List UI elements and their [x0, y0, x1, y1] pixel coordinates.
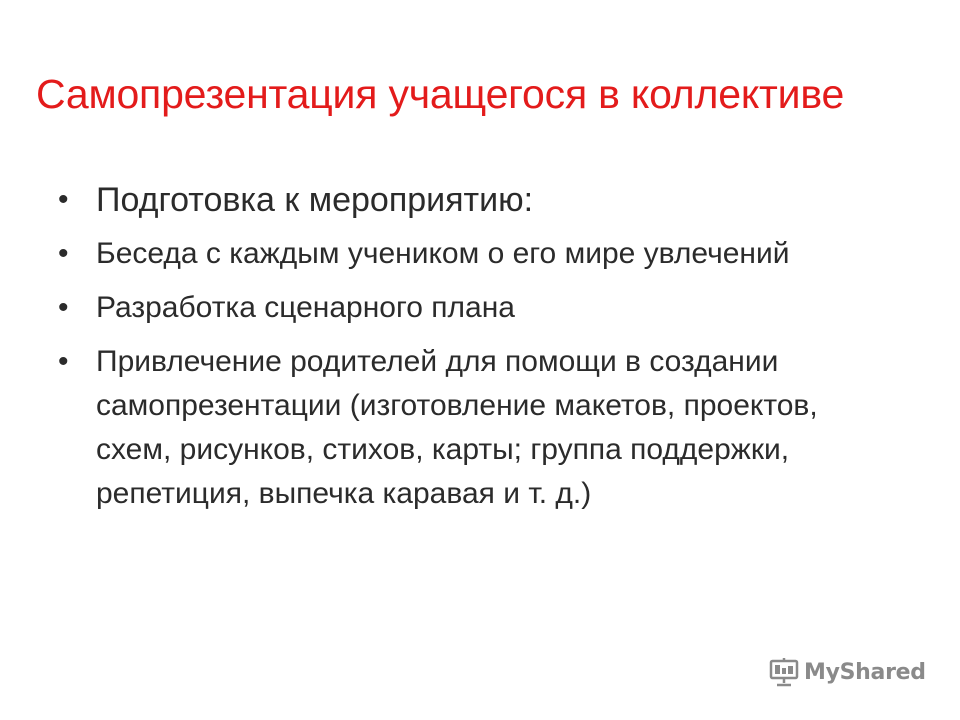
bullet-item: [58, 176, 918, 224]
bullet-item: [58, 340, 896, 516]
myshared-watermark: [768, 656, 926, 688]
bullet-text: Привлечение родителей для помощи в создании самопрезентации (изготовление макетов, проектов, схем, рисунков, стихов, карты; группа поддержки, репетиция, выпечка каравая и т. д.): [96, 345, 818, 510]
slide-title: Самопрезентация учащегося в коллективе: [36, 71, 845, 117]
bullet-item: [58, 232, 918, 276]
bullet-item: [58, 286, 918, 330]
bullet-text: Беседа с каждым учеником о его мире увлечений: [96, 237, 790, 270]
bullet-marker: •: [58, 237, 69, 270]
bullet-text: Подготовка к мероприятию:: [96, 181, 534, 219]
watermark-text: MyShared: [804, 659, 926, 685]
bullet-marker: •: [58, 345, 69, 378]
bullet-marker: •: [58, 291, 69, 324]
presentation-board-icon: [768, 657, 800, 687]
bullet-text: Разработка сценарного плана: [96, 291, 515, 324]
bullet-list: [58, 176, 918, 516]
bullet-marker: •: [58, 183, 69, 216]
